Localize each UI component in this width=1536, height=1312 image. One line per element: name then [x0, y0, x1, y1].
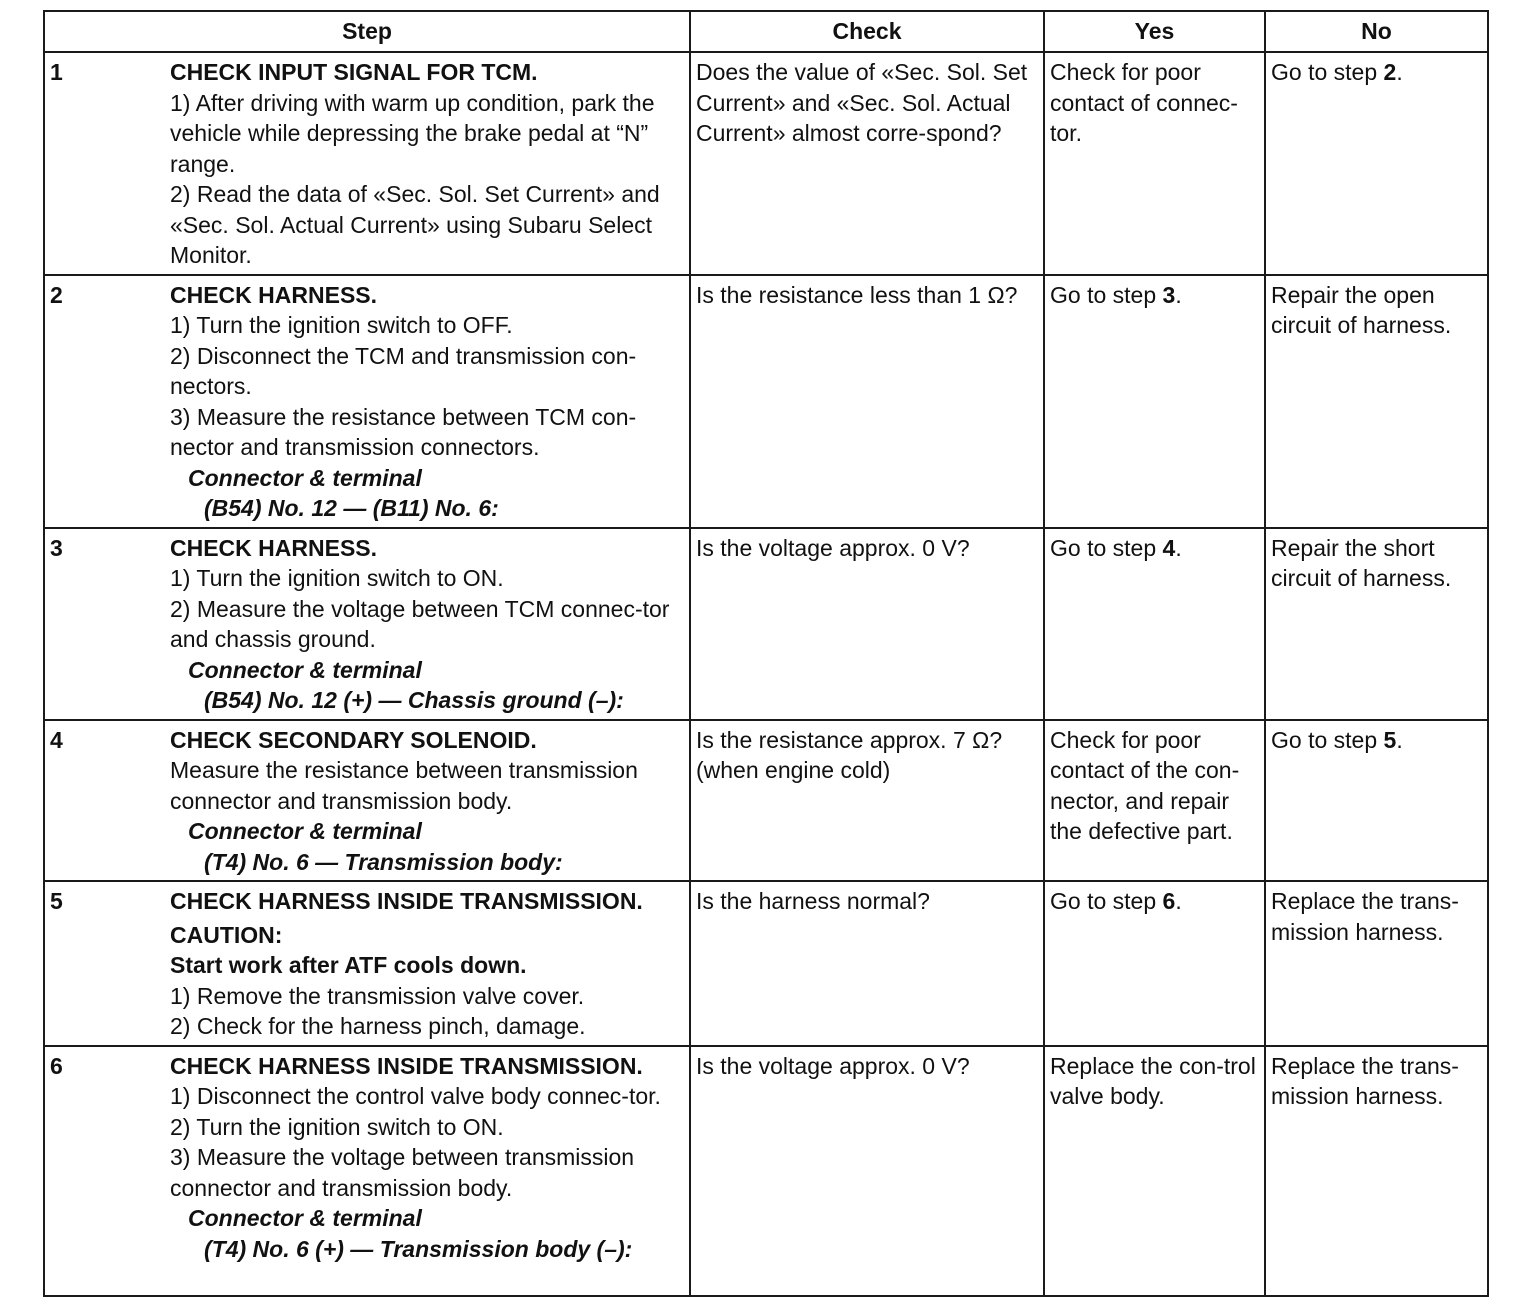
step-instruction: 2) Check for the harness pinch, damage.: [170, 1013, 586, 1039]
step-title: CHECK HARNESS.: [170, 281, 378, 308]
step-instruction: 1) Turn the ignition switch to OFF.: [170, 312, 513, 338]
table-row: [44, 52, 1488, 275]
step-cell: [44, 52, 690, 275]
table-row: [44, 720, 1488, 882]
caution-label: CAUTION:: [170, 921, 283, 948]
step-cell: [44, 275, 690, 528]
step-instruction: 2) Read the data of «Sec. Sol. Set Current» and «Sec. Sol. Actual Current» using Subaru Select Monitor.: [170, 181, 660, 268]
caution-text: Start work after ATF cools down.: [170, 952, 527, 978]
yes-text: Go to step: [1050, 888, 1157, 914]
connector-value: (T4) No. 6 — Transmission body:: [204, 848, 563, 875]
yes-cell: Go to step 6.: [1044, 881, 1265, 1046]
no-cell: Go to step 5.: [1265, 720, 1488, 882]
step-instruction: 1) Turn the ignition switch to ON.: [170, 565, 504, 591]
step-title: CHECK HARNESS.: [170, 534, 378, 561]
step-number: 6: [50, 1052, 63, 1079]
connector-value: (B54) No. 12 (+) — Chassis ground (–):: [204, 687, 624, 713]
connector-label: Connector & terminal: [188, 818, 422, 844]
no-cell: Replace the trans-mission harness.: [1265, 881, 1488, 1046]
yes-text: Go to step: [1050, 534, 1157, 561]
check-cell: Is the resistance approx. 7 Ω? (when engine cold): [690, 720, 1044, 882]
step-title: CHECK HARNESS INSIDE TRANSMISSION.: [170, 888, 643, 914]
yes-cell: Check for poor contact of connec-tor.: [1044, 52, 1265, 275]
yes-step-ref: 3: [1162, 281, 1176, 308]
header-check: Check: [690, 11, 1044, 52]
check-cell: Is the harness normal?: [690, 881, 1044, 1046]
step-cell: [44, 881, 690, 1046]
step-title: CHECK HARNESS INSIDE TRANSMISSION.: [170, 1052, 643, 1079]
step-instruction: Measure the resistance between transmission connector and transmission body.: [170, 757, 638, 814]
table-row: [44, 881, 1488, 1046]
check-cell: Is the voltage approx. 0 V?: [690, 528, 1044, 720]
step-title: CHECK INPUT SIGNAL FOR TCM.: [170, 59, 538, 85]
step-cell: [44, 720, 690, 882]
step-instruction: 2) Turn the ignition switch to ON.: [170, 1113, 504, 1140]
connector-value: (B54) No. 12 — (B11) No. 6:: [204, 495, 499, 521]
yes-step-ref: 4: [1162, 534, 1176, 561]
check-cell: Does the value of «Sec. Sol. Set Current» and «Sec. Sol. Actual Current» almost corre-spond?: [690, 52, 1044, 275]
no-step-ref: 5: [1383, 726, 1397, 753]
step-instruction: 2) Measure the voltage between TCM connec-tor and chassis ground.: [170, 595, 670, 652]
yes-cell: Replace the con-trol valve body.: [1044, 1046, 1265, 1296]
table-row: [44, 528, 1488, 720]
no-step-ref: 2: [1383, 59, 1397, 85]
no-cell: Go to step 2.: [1265, 52, 1488, 275]
step-title: CHECK SECONDARY SOLENOID.: [170, 726, 537, 753]
step-cell: [44, 528, 690, 720]
no-cell: Repair the open circuit of harness.: [1265, 275, 1488, 528]
check-cell: Is the voltage approx. 0 V?: [690, 1046, 1044, 1296]
table-row: [44, 275, 1488, 528]
header-step: Step: [44, 11, 690, 52]
step-instruction: 3) Measure the voltage between transmission connector and transmission body.: [170, 1144, 635, 1201]
yes-text: Go to step: [1050, 281, 1157, 308]
connector-label: Connector & terminal: [188, 1205, 422, 1231]
step-number: 2: [50, 281, 63, 308]
header-no: No: [1265, 11, 1488, 52]
step-number: 5: [50, 888, 63, 914]
step-number: 3: [50, 534, 63, 561]
check-cell: Is the resistance less than 1 Ω?: [690, 275, 1044, 528]
step-instruction: 1) After driving with warm up condition, park the vehicle while depressing the brake pedal at “N” range.: [170, 89, 655, 177]
diagnostic-table: [43, 10, 1489, 1297]
no-text: Go to step: [1271, 59, 1378, 85]
yes-cell: Go to step 4.: [1044, 528, 1265, 720]
step-instruction: 1) Disconnect the control valve body connec-tor.: [170, 1083, 661, 1109]
step-number: 4: [50, 726, 63, 753]
connector-value: (T4) No. 6 (+) — Transmission body (–):: [204, 1235, 633, 1262]
header-row: [44, 11, 1488, 52]
connector-label: Connector & terminal: [188, 464, 422, 491]
step-instruction: 2) Disconnect the TCM and transmission con-nectors.: [170, 342, 637, 399]
no-cell: Repair the short circuit of harness.: [1265, 528, 1488, 720]
no-cell: Replace the trans-mission harness.: [1265, 1046, 1488, 1296]
no-text: Go to step: [1271, 726, 1378, 753]
table-row: [44, 1046, 1488, 1296]
step-instruction: 1) Remove the transmission valve cover.: [170, 982, 585, 1009]
step-cell: [44, 1046, 690, 1296]
step-instruction: 3) Measure the resistance between TCM con-nector and transmission connectors.: [170, 403, 637, 460]
yes-cell: Check for poor contact of the con-nector, and repair the defective part.: [1044, 720, 1265, 882]
yes-step-ref: 6: [1162, 888, 1176, 914]
yes-cell: Go to step 3.: [1044, 275, 1265, 528]
step-number: 1: [50, 59, 63, 85]
connector-label: Connector & terminal: [188, 656, 422, 683]
header-yes: Yes: [1044, 11, 1265, 52]
